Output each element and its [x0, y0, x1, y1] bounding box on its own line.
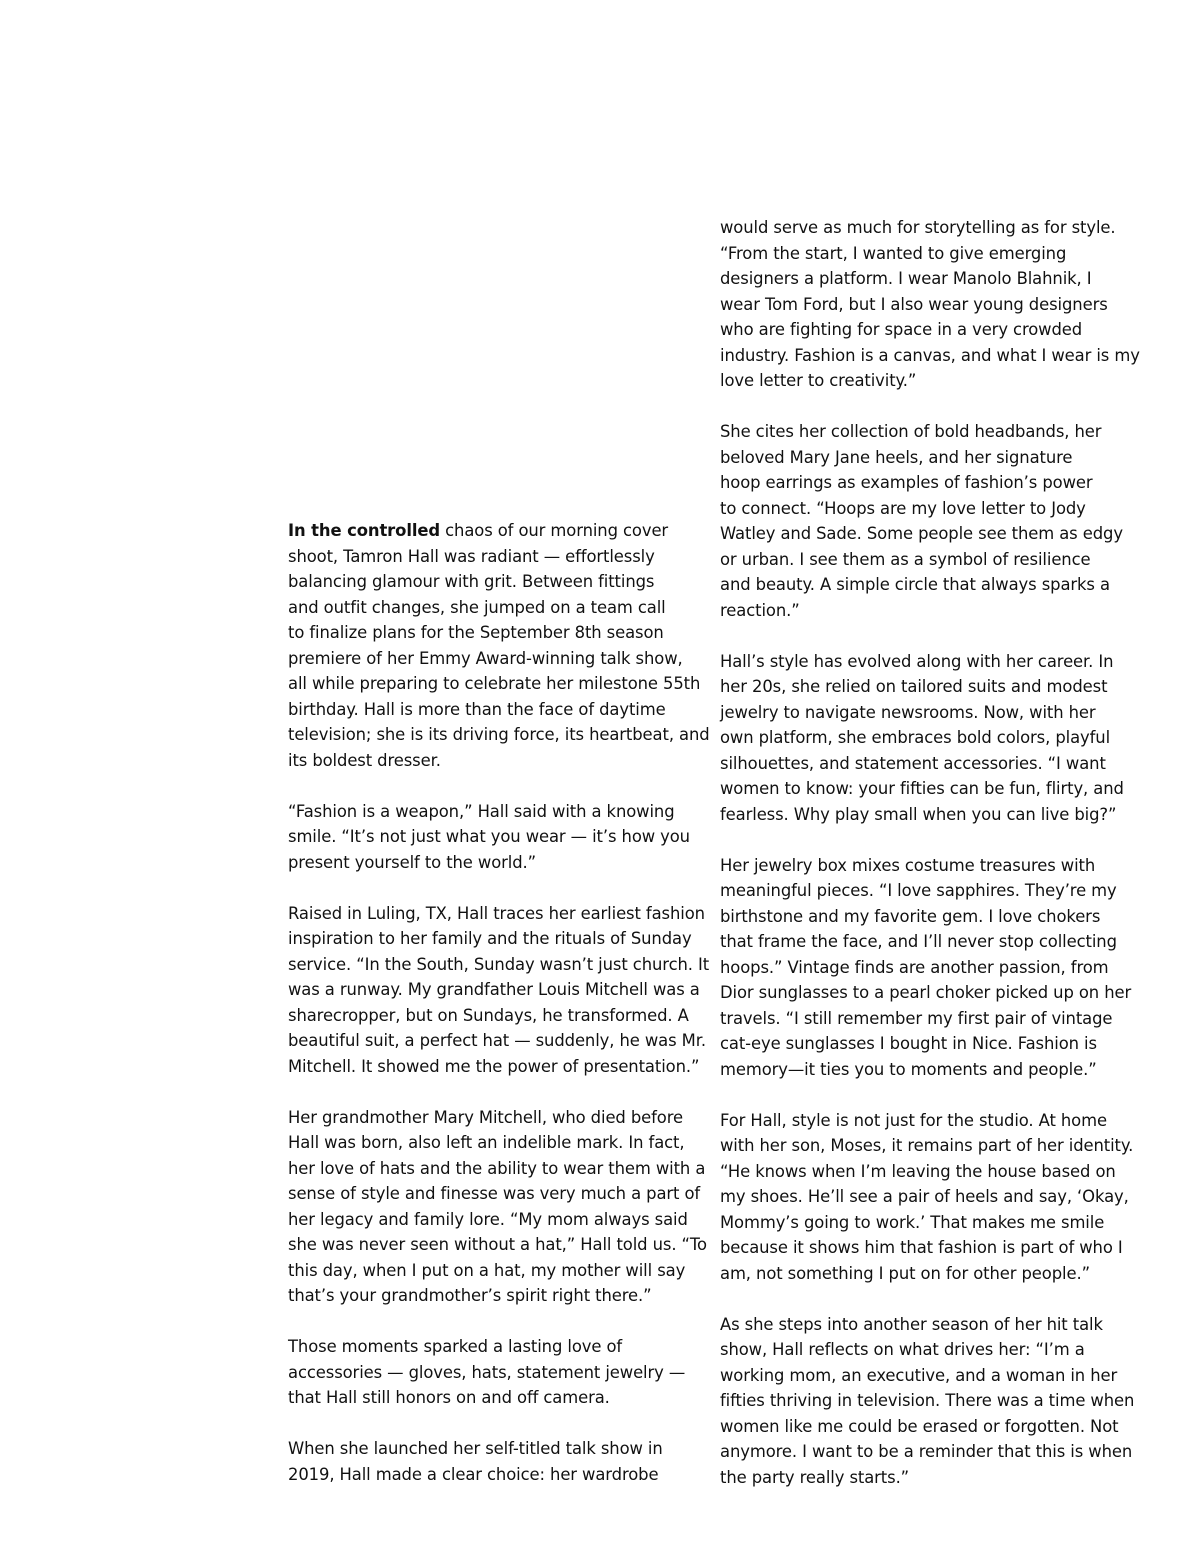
- text-line: her legacy and family lore. “My mom always said: [288, 1209, 688, 1229]
- text-line: working mom, an executive, and a woman in her: [720, 1365, 1118, 1385]
- text-line: own platform, she embraces bold colors, playful: [720, 728, 1111, 747]
- text-line: would serve as much for storytelling as for style.: [720, 218, 1116, 237]
- text-line: cat-eye sunglasses I bought in Nice. Fashion is: [720, 1034, 1097, 1053]
- text-line: She cites her collection of bold headbands, her: [720, 422, 1102, 441]
- text-line: jewelry to navigate newsrooms. Now, with her: [720, 702, 1096, 722]
- text-line: accessories — gloves, hats, statement jewelry —: [288, 1362, 686, 1382]
- text-line: fearless. Why play small when you can live big?”: [720, 804, 1117, 824]
- text-line: anymore. I want to be a reminder that this is when: [720, 1442, 1133, 1461]
- text-line: that’s your grandmother’s spirit right there.”: [288, 1286, 652, 1305]
- article-paragraph: [288, 518, 710, 773]
- text-line: premiere of her Emmy Award-winning talk show,: [288, 648, 683, 668]
- lead-in-bold: In the controlled: [288, 521, 441, 540]
- text-line: service. “In the South, Sunday wasn’t just church. It: [288, 954, 710, 974]
- text-line: women to know: your fifties can be fun, flirty, and: [720, 779, 1124, 798]
- text-line: that Hall still honors on and off camera.: [288, 1388, 610, 1407]
- text-line: Her grandmother Mary Mitchell, who died before: [288, 1107, 683, 1127]
- text-line: “He knows when I’m leaving the house based on: [720, 1161, 1116, 1181]
- article-paragraph: [720, 215, 1140, 394]
- text-line: who are fighting for space in a very crowded: [720, 320, 1083, 339]
- text-line: hoop earrings as examples of fashion’s power: [720, 473, 1093, 492]
- text-line: [288, 518, 700, 544]
- text-line: her love of hats and the ability to wear them with a: [288, 1158, 706, 1178]
- text-line: Hall was born, also left an indelible mark. In fact,: [288, 1133, 685, 1152]
- text-line: shoot, Tamron Hall was radiant — effortlessly: [288, 546, 655, 566]
- text-line: Raised in Luling, TX, Hall traces her earliest fashion: [288, 903, 705, 923]
- text-line: its boldest dresser.: [288, 750, 441, 770]
- text-line: to connect. “Hoops are my love letter to Jody: [720, 498, 1086, 518]
- text-line: As she steps into another season of her hit talk: [720, 1314, 1103, 1334]
- text-line: inspiration to her family and the rituals of Sunday: [288, 929, 692, 948]
- text-line: industry. Fashion is a canvas, and what I wear is my: [720, 345, 1140, 365]
- text-line: the party really starts.”: [720, 1467, 910, 1487]
- text-line: Hall’s style has evolved along with her career. In: [720, 651, 1114, 671]
- article-paragraph: [288, 1436, 700, 1487]
- text-line: fifties thriving in television. There was a time when: [720, 1391, 1135, 1410]
- text-line: television; she is its driving force, its heartbeat, and: [288, 725, 710, 744]
- article-left-column: [288, 518, 710, 1487]
- text-line: Dior sunglasses to a pearl choker picked up on her: [720, 983, 1132, 1002]
- text-line: Watley and Sade. Some people see them as edgy: [720, 524, 1123, 543]
- text-line: smile. “It’s not just what you wear — it’s how you: [288, 827, 690, 846]
- text-line: show, Hall reflects on what drives her: “I’m a: [720, 1340, 1085, 1359]
- text-line: silhouettes, and statement accessories. “I want: [720, 753, 1106, 773]
- text-line: sharecropper, but on Sundays, he transformed. A: [288, 1005, 689, 1025]
- text-line: she was never seen without a hat,” Hall told us. “To: [288, 1235, 707, 1254]
- text-line: sense of style and finesse was very much a part of: [288, 1184, 701, 1203]
- text-line: When she launched her self-titled talk show in: [288, 1439, 663, 1458]
- text-line: beloved Mary Jane heels, and her signature: [720, 447, 1073, 467]
- text-line: meaningful pieces. “I love sapphires. They’re my: [720, 881, 1117, 900]
- text-line: designers a platform. I wear Manolo Blahnik, I: [720, 269, 1092, 288]
- article-paragraph: [288, 799, 700, 876]
- text-line: travels. “I still remember my first pair of vintage: [720, 1008, 1113, 1028]
- text-line: this day, when I put on a hat, my mother will say: [288, 1260, 686, 1280]
- text-line: beautiful suit, a perfect hat — suddenly, he was Mr.: [288, 1031, 706, 1050]
- text-line: balancing glamour with grit. Between fittings: [288, 572, 655, 591]
- text-line: all while preparing to celebrate her milestone 55th: [288, 674, 701, 693]
- text-line: to finalize plans for the September 8th season: [288, 623, 664, 642]
- text-line: memory—it ties you to moments and people.”: [720, 1059, 1097, 1079]
- text-line: present yourself to the world.”: [288, 852, 537, 872]
- text-line: For Hall, style is not just for the studio. At home: [720, 1110, 1107, 1130]
- text-line: wear Tom Ford, but I also wear young designers: [720, 294, 1108, 314]
- text-line: reaction.”: [720, 600, 800, 620]
- text-line: women like me could be erased or forgotten. Not: [720, 1416, 1119, 1436]
- text-line: Her jewelry box mixes costume treasures with: [720, 855, 1096, 875]
- text-line: with her son, Moses, it remains part of her identity.: [720, 1136, 1134, 1155]
- text-line: love letter to creativity.”: [720, 371, 917, 390]
- article-right-column: [720, 215, 1140, 1490]
- text-line: and outfit changes, she jumped on a team call: [288, 597, 666, 617]
- text-line: her 20s, she relied on tailored suits and modest: [720, 677, 1108, 696]
- text-line: or urban. I see them as a symbol of resilience: [720, 549, 1091, 569]
- text-line: am, not something I put on for other people.”: [720, 1263, 1090, 1283]
- article-paragraph: [720, 853, 1135, 1083]
- article-paragraph: [720, 1312, 1135, 1491]
- text-line: Mommy’s going to work.’ That makes me smile: [720, 1212, 1105, 1232]
- article-paragraph: [288, 1105, 707, 1309]
- text-line: birthday. Hall is more than the face of daytime: [288, 699, 666, 719]
- article-paragraph: [720, 1108, 1135, 1287]
- article-paragraph: [720, 419, 1135, 623]
- text-line: was a runway. My grandfather Louis Mitchell was a: [288, 980, 700, 999]
- text-line: Those moments sparked a lasting love of: [288, 1337, 623, 1356]
- text-line: “From the start, I wanted to give emerging: [720, 243, 1067, 263]
- text-line: 2019, Hall made a clear choice: her wardrobe: [288, 1464, 659, 1484]
- article-paragraph: [288, 901, 710, 1080]
- article-paragraph: [720, 649, 1135, 828]
- text-line: because it shows him that fashion is part of who I: [720, 1238, 1123, 1257]
- lead-line-text: chaos of our morning cover: [440, 521, 669, 540]
- text-line: hoops.” Vintage finds are another passion, from: [720, 957, 1109, 977]
- text-line: and beauty. A simple circle that always sparks a: [720, 575, 1110, 594]
- article-paragraph: [288, 1334, 700, 1411]
- text-line: that frame the face, and I’ll never stop collecting: [720, 932, 1117, 951]
- text-line: “Fashion is a weapon,” Hall said with a knowing: [288, 801, 675, 821]
- text-line: my shoes. He’ll see a pair of heels and say, ‘Okay,: [720, 1187, 1129, 1206]
- text-line: birthstone and my favorite gem. I love chokers: [720, 906, 1101, 926]
- text-line: Mitchell. It showed me the power of presentation.”: [288, 1056, 700, 1076]
